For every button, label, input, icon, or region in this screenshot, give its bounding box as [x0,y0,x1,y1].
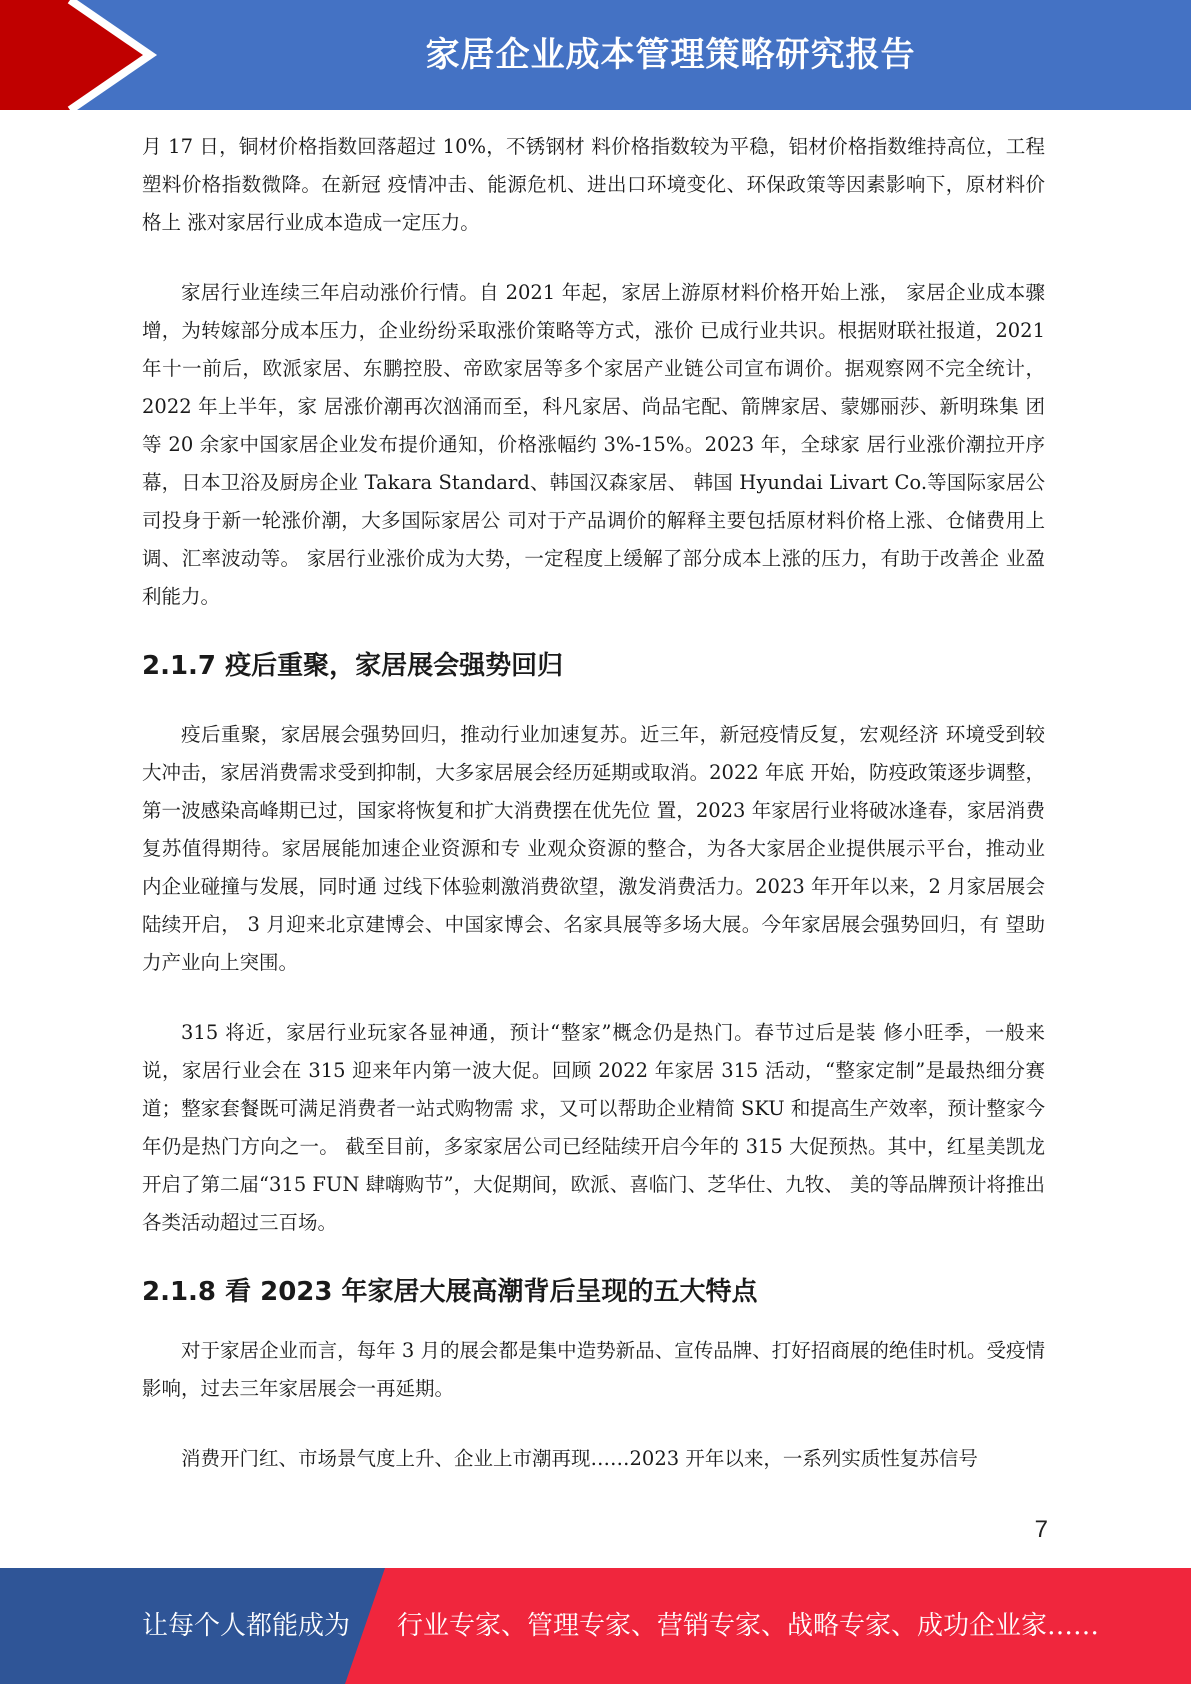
page-body [142,128,1045,1478]
paragraph: 对于家居企业而言，每年 3 月的展会都是集中造势新品、宣传品牌、打好招商展的绝佳时机。受疫情影响，过去三年家居展会一再延期。 [142,1339,1045,1400]
section-heading-2-1-7: 2.1.7 疫后重聚，家居展会强势回归 [142,651,564,681]
paragraph: 家居行业连续三年启动涨价行情。自 2021 年起，家居上游原材料价格开始上涨， 家居企业成本骤增，为转嫁部分成本压力，企业纷纷采取涨价策略等方式，涨价 已成行业共识。根据财联社报道，2021 年十一前后，欧派家居、东鹏控股、帝欧家居等多个家居产业链公司宣布调价。据观察网不完全统计，2022 年上半年，家 居涨价潮再次汹涌而至，科凡家居、尚品宅配、箭牌家居、蒙娜丽莎、新明珠集 团等 20 余家中国家居企业发布提价通知，价格涨幅约 3%-15%。2023 年，全球家 居行业涨价潮拉开序幕，日本卫浴及厨房企业 Takara Standard、韩国汉森家居、 韩国 Hyundai Livart Co.等国际家居公司投身于新一轮涨价潮，大多国际家居公 司对于产品调价的解释主要包括原材料价格上涨、仓储费用上调、汇率波动等。 家居行业涨价成为大势，一定程度上缓解了部分成本上涨的压力，有助于改善企 业盈利能力。 [142,281,1045,608]
paragraph: 疫后重聚，家居展会强势回归，推动行业加速复苏。近三年，新冠疫情反复，宏观经济 环境受到较大冲击，家居消费需求受到抑制，大多家居展会经历延期或取消。2022 年底 开始，防疫政策逐步调整，第一波感染高峰期已过，国家将恢复和扩大消费摆在优先位 置，2023 年家居行业将破冰逢春，家居消费复苏值得期待。家居展能加速企业资源和专 业观众资源的整合，为各大家居企业提供展示平台，推动业内企业碰撞与发展，同时通 过线下体验刺激消费欲望，激发消费活力。2023 年开年以来，2 月家居展会陆续开启， 3 月迎来北京建博会、中国家博会、名家具展等多场大展。今年家居展会强势回归，有 望助力产业向上突围。 [142,723,1045,974]
paragraph: 月 17 日，铜材价格指数回落超过 10%，不锈钢材 料价格指数较为平稳，铝材价格指数维持高位，工程塑料价格指数微降。在新冠 疫情冲击、能源危机、进出口环境变化、环保政策等因素影响下，原材料价格上 涨对家居行业成本造成一定压力。 [142,135,1045,234]
section-heading-2-1-8: 2.1.8 看 2023 年家居大展高潮背后呈现的五大特点 [142,1277,758,1307]
paragraph: 315 将近，家居行业玩家各显神通，预计“整家”概念仍是热门。春节过后是装 修小旺季，一般来说，家居行业会在 315 迎来年内第一波大促。回顾 2022 年家居 315 活动，“整家定制”是最热细分赛道；整家套餐既可满足消费者一站式购物需 求，又可以帮助企业精简 SKU 和提高生产效率，预计整家今年仍是热门方向之一。 截至目前，多家家居公司已经陆续开启今年的 315 大促预热。其中，红星美凯龙 开启了第二届“315 FUN 肆嗨购节”，大促期间，欧派、喜临门、芝华仕、九牧、 美的等品牌预计将推出各类活动超过三百场。 [142,1021,1045,1234]
page-footer [0,1568,1191,1684]
report-title: 家居企业成本管理策略研究报告 [425,35,916,75]
page-header [0,0,1191,110]
page-number: 7 [1034,1516,1048,1543]
footer-slogan-right: 行业专家、管理专家、营销专家、战略专家、成功企业家…… [397,1611,1100,1641]
paragraph: 消费开门红、市场景气度上升、企业上市潮再现……2023 开年以来，一系列实质性复苏信号 [181,1447,978,1470]
footer-slogan-left: 让每个人都能成为 [142,1611,351,1641]
